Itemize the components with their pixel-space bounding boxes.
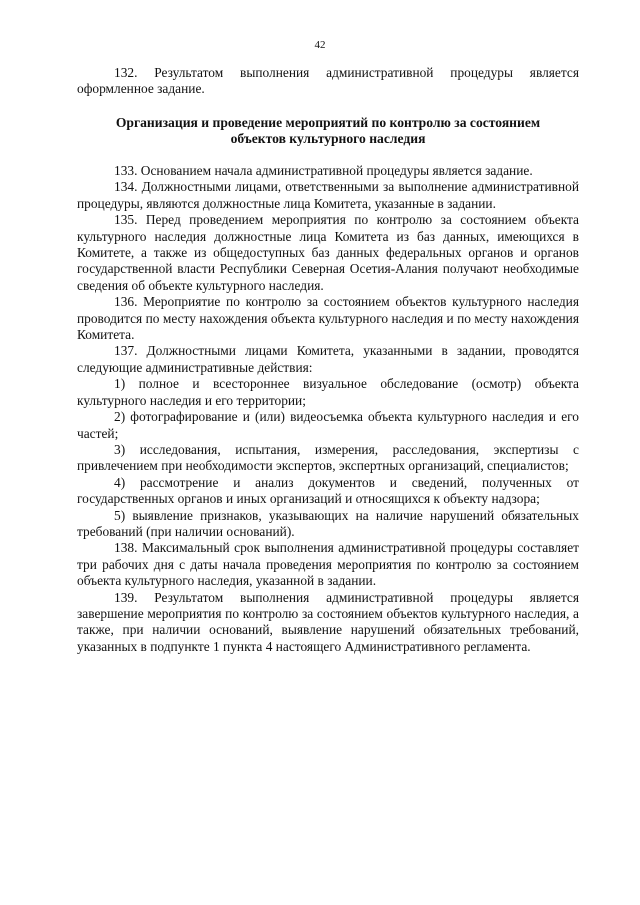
section-heading-line-2: объектов культурного наследия [230, 131, 426, 147]
paragraph-137: 137. Должностными лицами Комитета, указанными в задании, проводятся следующие административные действия: [77, 343, 579, 375]
list-item-4: 4) рассмотрение и анализ документов и сведений, полученных от государственных органов и иных организаций и относящихся к объекту надзора; [77, 474, 579, 507]
page-number: 42 [314, 39, 326, 51]
paragraph-132: 132. Результатом выполнения административной процедуры является оформленное задание. [77, 65, 579, 97]
list-item-2: 2) фотографирование и (или) видеосъемка объекта культурного наследия и его частей; [77, 409, 579, 441]
paragraph-139: 139. Результатом выполнения административной процедуры является завершение мероприятия по контролю за состоянием объектов культурного наследия, а также, при наличии оснований, выявление нарушений обязательных требований, указанных в подпункте 1 пункта 4 настоящего Административного регламента. [77, 589, 579, 654]
paragraph-135: 135. Перед проведением мероприятия по контролю за состоянием объекта культурного наследия должностные лица Комитета из баз данных, имеющихся в Комитете, а также из общедоступных баз данных федеральных органов и органов государственной власти Республики Северная Осетия-Алания получают необходимые сведения об объекте культурного наследия. [77, 212, 579, 293]
list-item-1: 1) полное и всестороннее визуальное обследование (осмотр) объекта культурного наследия и его территории; [77, 376, 579, 408]
list-item-3: 3) исследования, испытания, измерения, расследования, экспертизы с привлечением при необходимости экспертов, экспертных организаций, специалистов; [77, 441, 579, 474]
paragraph-138: 138. Максимальный срок выполнения административной процедуры составляет три рабочих дня с даты начала проведения мероприятия по контролю за состоянием объекта культурного наследия, указанной в задании. [77, 540, 579, 589]
section-heading-line-1: Организация и проведение мероприятий по контролю за состоянием [115, 114, 541, 130]
paragraph-133: 133. Основанием начала административной процедуры является задание. [114, 163, 533, 178]
paragraph-136: 136. Мероприятие по контролю за состоянием объектов культурного наследия проводится по месту нахождения объекта культурного наследия и по месту нахождения Комитета. [77, 294, 579, 343]
paragraph-134: 134. Должностными лицами, ответственными за выполнение административной процедуры, являются должностные лица Комитета, указанные в задании. [77, 179, 579, 211]
document-body [77, 65, 579, 655]
section-heading [77, 115, 579, 148]
list-item-5: 5) выявление признаков, указывающих на наличие нарушений обязательных требований (при наличии оснований). [77, 507, 579, 539]
